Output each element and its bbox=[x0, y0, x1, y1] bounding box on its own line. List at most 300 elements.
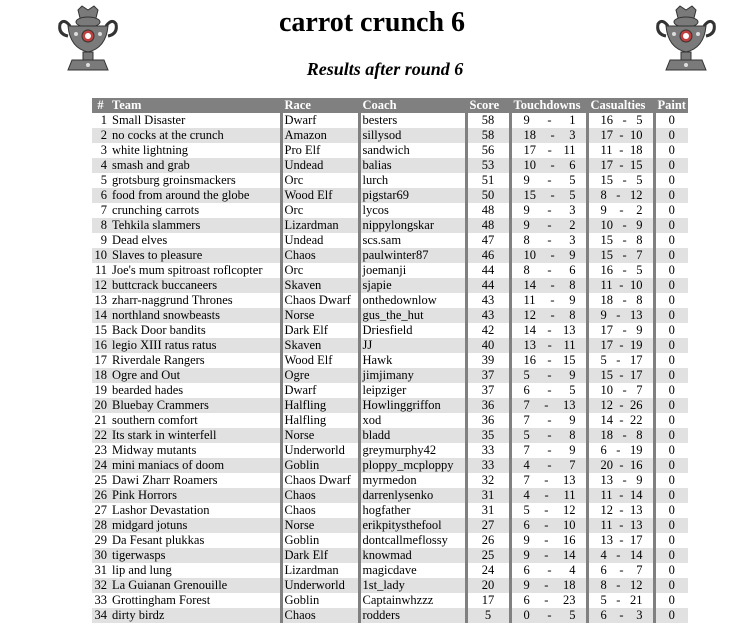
touchdowns-against: 11 bbox=[563, 488, 576, 502]
coach-cell: lurch bbox=[359, 173, 466, 188]
dash: - bbox=[544, 488, 549, 502]
team-cell: southern comfort bbox=[110, 413, 281, 428]
rank-cell: 15 bbox=[94, 323, 107, 337]
touchdowns-against: 4 bbox=[569, 563, 576, 577]
dash: - bbox=[547, 143, 552, 157]
touchdowns-for: 4 bbox=[523, 458, 530, 472]
casualties-against: 8 bbox=[636, 293, 643, 307]
race-cell: Dark Elf bbox=[281, 548, 359, 563]
score-cell: 51 bbox=[466, 173, 510, 188]
touchdowns-for: 12 bbox=[523, 308, 536, 322]
casualties-cell bbox=[587, 218, 654, 233]
paint-cell: 0 bbox=[668, 383, 675, 397]
coach-cell: joemanji bbox=[359, 263, 466, 278]
touchdowns-against: 1 bbox=[569, 113, 576, 127]
casualties-against: 12 bbox=[629, 188, 643, 202]
rank-cell: 8 bbox=[92, 218, 110, 233]
dash: - bbox=[544, 518, 549, 532]
rank-cell: 7 bbox=[100, 203, 107, 217]
touchdowns-against: 9 bbox=[569, 293, 576, 307]
casualties-cell bbox=[587, 203, 654, 218]
touchdowns-for: 9 bbox=[523, 533, 530, 547]
score-cell: 58 bbox=[466, 113, 510, 128]
team-cell: crunching carrots bbox=[110, 203, 281, 218]
team-cell: Back Door bandits bbox=[110, 323, 281, 338]
touchdowns-against: 9 bbox=[569, 248, 576, 262]
score-cell: 17 bbox=[466, 593, 510, 608]
dash: - bbox=[547, 563, 552, 577]
touchdowns-against: 11 bbox=[563, 143, 576, 157]
dash: - bbox=[622, 473, 627, 487]
coach-cell: greymurphy42 bbox=[359, 443, 466, 458]
dash: - bbox=[547, 338, 552, 352]
touchdowns-for: 9 bbox=[523, 548, 530, 562]
rank-cell: 11 bbox=[94, 263, 107, 277]
score-cell: 58 bbox=[466, 128, 510, 143]
header-row bbox=[92, 98, 688, 113]
casualties-cell bbox=[587, 173, 654, 188]
dash: - bbox=[544, 548, 549, 562]
score-cell: 20 bbox=[466, 578, 510, 593]
rank-cell: 34 bbox=[92, 608, 110, 623]
casualties-for: 5 bbox=[600, 353, 607, 367]
casualties-against: 21 bbox=[629, 593, 643, 607]
coach-cell: scs.sam bbox=[359, 233, 466, 248]
paint-cell: 0 bbox=[654, 278, 688, 293]
coach-cell: 1st_lady bbox=[359, 578, 466, 593]
paint-cell: 0 bbox=[654, 218, 688, 233]
touchdowns-cell bbox=[510, 518, 587, 533]
coach-cell: Hawk bbox=[359, 353, 466, 368]
touchdowns-cell bbox=[510, 428, 587, 443]
casualties-cell bbox=[587, 608, 654, 623]
touchdowns-for: 14 bbox=[523, 278, 536, 292]
race-cell: Halfling bbox=[281, 413, 359, 428]
rank-cell: 25 bbox=[94, 473, 107, 487]
coach-cell: hogfather bbox=[359, 503, 466, 518]
touchdowns-for: 15 bbox=[523, 188, 536, 202]
casualties-cell bbox=[587, 383, 654, 398]
paint-cell: 0 bbox=[668, 473, 675, 487]
table-row bbox=[92, 143, 688, 158]
casualties-for: 14 bbox=[600, 413, 613, 427]
casualties-for: 10 bbox=[600, 218, 613, 232]
coach-cell: sjapie bbox=[359, 278, 466, 293]
score-cell: 27 bbox=[466, 518, 510, 533]
casualties-for: 16 bbox=[600, 263, 613, 277]
dash: - bbox=[544, 533, 549, 547]
casualties-for: 9 bbox=[600, 308, 607, 322]
dash: - bbox=[547, 203, 552, 217]
rank-cell: 21 bbox=[94, 413, 107, 427]
dash: - bbox=[619, 608, 624, 622]
team-cell: zharr-naggrund Thrones bbox=[110, 293, 281, 308]
dash: - bbox=[547, 218, 552, 232]
team-cell: midgard jotuns bbox=[110, 518, 281, 533]
page-subtitle: Results after round 6 bbox=[306, 59, 464, 79]
team-cell: Da Fesant plukkas bbox=[110, 533, 281, 548]
team-cell: bearded hades bbox=[110, 383, 281, 398]
race-cell: Lizardman bbox=[281, 218, 359, 233]
touchdowns-against: 13 bbox=[562, 323, 576, 337]
coach-cell: darrenlysenko bbox=[359, 488, 466, 503]
paint-cell: 0 bbox=[654, 428, 688, 443]
paint-cell: 0 bbox=[654, 458, 688, 473]
coach-cell: sillysod bbox=[359, 128, 466, 143]
casualties-cell bbox=[587, 503, 654, 518]
casualties-against: 9 bbox=[636, 218, 643, 232]
casualties-for: 10 bbox=[600, 383, 613, 397]
dash: - bbox=[544, 593, 549, 607]
casualties-cell bbox=[587, 158, 654, 173]
table-row bbox=[92, 293, 688, 308]
casualties-against: 8 bbox=[636, 428, 643, 442]
touchdowns-cell bbox=[510, 353, 587, 368]
touchdowns-against: 5 bbox=[569, 188, 576, 202]
touchdowns-for: 7 bbox=[523, 443, 530, 457]
race-cell: Dwarf bbox=[281, 113, 359, 128]
paint-cell: 0 bbox=[668, 203, 675, 217]
dash: - bbox=[619, 278, 624, 292]
race-cell: Underworld bbox=[281, 578, 359, 593]
touchdowns-cell bbox=[510, 188, 587, 203]
casualties-against: 9 bbox=[636, 473, 643, 487]
touchdowns-against: 5 bbox=[569, 608, 576, 622]
team-cell: Lashor Devastation bbox=[110, 503, 281, 518]
casualties-cell bbox=[587, 413, 654, 428]
touchdowns-for: 5 bbox=[523, 428, 530, 442]
casualties-for: 17 bbox=[600, 128, 613, 142]
table-row bbox=[92, 278, 688, 293]
dash: - bbox=[619, 128, 624, 142]
touchdowns-cell bbox=[510, 563, 587, 578]
paint-cell: 0 bbox=[654, 368, 688, 383]
coach-cell: jimjimany bbox=[359, 368, 466, 383]
race-cell: Orc bbox=[281, 203, 359, 218]
touchdowns-against: 11 bbox=[563, 338, 576, 352]
score-cell: 37 bbox=[466, 368, 510, 383]
rank-cell: 13 bbox=[94, 293, 107, 307]
touchdowns-for: 7 bbox=[523, 398, 530, 412]
casualties-for: 18 bbox=[600, 293, 613, 307]
touchdowns-against: 6 bbox=[569, 158, 576, 172]
coach-cell: onthedownlow bbox=[359, 293, 466, 308]
touchdowns-against: 5 bbox=[569, 383, 576, 397]
touchdowns-for: 5 bbox=[523, 368, 530, 382]
rank-cell: 29 bbox=[94, 533, 107, 547]
dash: - bbox=[616, 548, 621, 562]
coach-cell: xod bbox=[359, 413, 466, 428]
team-cell: food from around the globe bbox=[110, 188, 281, 203]
touchdowns-against: 13 bbox=[562, 398, 576, 412]
casualties-cell bbox=[587, 518, 654, 533]
team-cell: Tehkila slammers bbox=[110, 218, 281, 233]
casualties-against: 10 bbox=[630, 278, 643, 292]
score-cell: 50 bbox=[466, 188, 510, 203]
coach-cell: nippylongskar bbox=[359, 218, 466, 233]
team-cell: white lightning bbox=[110, 143, 281, 158]
race-cell: Goblin bbox=[281, 593, 359, 608]
team-cell: La Guianan Grenouille bbox=[110, 578, 281, 593]
table-row bbox=[92, 218, 688, 233]
dash: - bbox=[547, 233, 552, 247]
paint-cell: 0 bbox=[668, 353, 675, 367]
dash: - bbox=[619, 158, 624, 172]
dash: - bbox=[619, 518, 624, 532]
casualties-against: 19 bbox=[629, 443, 643, 457]
team-cell: Dead elves bbox=[110, 233, 281, 248]
touchdowns-for: 10 bbox=[523, 158, 536, 172]
touchdowns-for: 17 bbox=[523, 143, 536, 157]
coach-cell: Howlinggriffon bbox=[359, 398, 466, 413]
rank-cell: 27 bbox=[94, 503, 107, 517]
casualties-cell bbox=[587, 128, 654, 143]
paint-cell: 0 bbox=[654, 578, 688, 593]
score-cell: 35 bbox=[466, 428, 510, 443]
casualties-cell bbox=[587, 113, 654, 128]
casualties-cell bbox=[587, 233, 654, 248]
race-cell: Orc bbox=[281, 173, 359, 188]
touchdowns-against: 16 bbox=[562, 533, 576, 547]
paint-cell: 0 bbox=[654, 548, 688, 563]
paint-cell: 0 bbox=[668, 533, 675, 547]
casualties-against: 5 bbox=[636, 113, 643, 127]
touchdowns-cell bbox=[510, 323, 587, 338]
casualties-for: 15 bbox=[600, 368, 613, 382]
casualties-for: 12 bbox=[600, 503, 613, 517]
dash: - bbox=[550, 128, 555, 142]
casualties-cell bbox=[587, 428, 654, 443]
casualties-for: 6 bbox=[600, 443, 607, 457]
touchdowns-against: 15 bbox=[562, 353, 576, 367]
dash: - bbox=[547, 413, 552, 427]
table-row bbox=[92, 443, 688, 458]
table-row bbox=[92, 368, 688, 383]
casualties-cell bbox=[587, 473, 654, 488]
rank-cell: 3 bbox=[100, 143, 107, 157]
score-cell: 31 bbox=[466, 503, 510, 518]
paint-cell: 0 bbox=[668, 173, 675, 187]
touchdowns-against: 14 bbox=[562, 548, 576, 562]
coach-cell: bladd bbox=[359, 428, 466, 443]
rank-cell: 22 bbox=[92, 428, 110, 443]
touchdowns-cell bbox=[510, 608, 587, 623]
touchdowns-against: 8 bbox=[569, 428, 576, 442]
dash: - bbox=[547, 608, 552, 622]
casualties-for: 11 bbox=[600, 278, 613, 292]
casualties-cell bbox=[587, 278, 654, 293]
results-body bbox=[92, 113, 688, 623]
score-cell: 25 bbox=[466, 548, 510, 563]
touchdowns-for: 9 bbox=[523, 203, 530, 217]
table-row bbox=[92, 503, 688, 518]
casualties-cell bbox=[587, 143, 654, 158]
dash: - bbox=[616, 308, 621, 322]
team-cell: northland snowbeasts bbox=[110, 308, 281, 323]
score-cell: 44 bbox=[466, 263, 510, 278]
coach-cell: erikpitysthefool bbox=[359, 518, 466, 533]
table-row bbox=[92, 458, 688, 473]
rank-cell: 16 bbox=[92, 338, 110, 353]
paint-cell: 0 bbox=[668, 233, 675, 247]
touchdowns-for: 6 bbox=[523, 593, 530, 607]
dash: - bbox=[622, 428, 627, 442]
score-cell: 56 bbox=[466, 143, 510, 158]
dash: - bbox=[619, 368, 624, 382]
rank-cell: 5 bbox=[100, 173, 107, 187]
dash: - bbox=[622, 218, 627, 232]
touchdowns-cell bbox=[510, 458, 587, 473]
touchdowns-cell bbox=[510, 143, 587, 158]
casualties-cell bbox=[587, 323, 654, 338]
race-cell: Undead bbox=[281, 233, 359, 248]
race-cell: Halfling bbox=[281, 398, 359, 413]
casualties-against: 16 bbox=[629, 458, 643, 472]
dash: - bbox=[550, 308, 555, 322]
table-row bbox=[92, 203, 688, 218]
casualties-cell bbox=[587, 593, 654, 608]
paint-cell: 0 bbox=[668, 263, 675, 277]
touchdowns-for: 6 bbox=[523, 383, 530, 397]
dash: - bbox=[619, 413, 624, 427]
table-row bbox=[92, 128, 688, 143]
coach-cell: Captainwhzzz bbox=[359, 593, 466, 608]
score-cell: 48 bbox=[466, 203, 510, 218]
casualties-for: 6 bbox=[600, 608, 607, 622]
paint-cell: 0 bbox=[668, 323, 675, 337]
touchdowns-for: 5 bbox=[523, 503, 530, 517]
casualties-for: 4 bbox=[600, 548, 607, 562]
casualties-against: 7 bbox=[636, 383, 643, 397]
casualties-cell bbox=[587, 443, 654, 458]
casualties-cell bbox=[587, 263, 654, 278]
casualties-for: 18 bbox=[600, 428, 613, 442]
team-cell: Midway mutants bbox=[110, 443, 281, 458]
casualties-against: 15 bbox=[629, 158, 643, 172]
casualties-for: 17 bbox=[600, 158, 613, 172]
casualties-for: 11 bbox=[600, 488, 613, 502]
rank-cell: 10 bbox=[92, 248, 110, 263]
coach-cell: pigstar69 bbox=[359, 188, 466, 203]
score-cell: 46 bbox=[466, 248, 510, 263]
dash: - bbox=[547, 428, 552, 442]
touchdowns-against: 3 bbox=[569, 203, 576, 217]
header-casualties: Casualties bbox=[587, 98, 654, 113]
casualties-for: 17 bbox=[600, 323, 613, 337]
team-cell: Joe's mum spitroast roflcopter bbox=[110, 263, 281, 278]
race-cell: Lizardman bbox=[281, 563, 359, 578]
score-cell: 48 bbox=[466, 218, 510, 233]
table-row bbox=[92, 173, 688, 188]
table-row bbox=[92, 593, 688, 608]
rank-cell: 17 bbox=[94, 353, 107, 367]
table-row bbox=[92, 473, 688, 488]
touchdowns-cell bbox=[510, 503, 587, 518]
casualties-against: 8 bbox=[636, 233, 643, 247]
dash: - bbox=[616, 578, 621, 592]
touchdowns-against: 13 bbox=[562, 473, 576, 487]
table-row bbox=[92, 428, 688, 443]
table-row bbox=[92, 413, 688, 428]
dash: - bbox=[622, 113, 627, 127]
casualties-against: 19 bbox=[629, 338, 643, 352]
race-cell: Goblin bbox=[281, 533, 359, 548]
casualties-against: 18 bbox=[630, 143, 643, 157]
casualties-for: 8 bbox=[600, 188, 607, 202]
casualties-cell bbox=[587, 548, 654, 563]
rank-cell: 20 bbox=[92, 398, 110, 413]
coach-cell: Driesfield bbox=[359, 323, 466, 338]
casualties-for: 13 bbox=[600, 533, 613, 547]
header-rank: # bbox=[92, 98, 110, 113]
race-cell: Undead bbox=[281, 158, 359, 173]
casualties-for: 12 bbox=[600, 398, 613, 412]
table-row bbox=[92, 518, 688, 533]
touchdowns-for: 10 bbox=[523, 248, 536, 262]
touchdowns-cell bbox=[510, 548, 587, 563]
team-cell: mini maniacs of doom bbox=[110, 458, 281, 473]
touchdowns-cell bbox=[510, 293, 587, 308]
casualties-against: 26 bbox=[629, 398, 643, 412]
touchdowns-cell bbox=[510, 203, 587, 218]
casualties-against: 10 bbox=[629, 128, 643, 142]
dash: - bbox=[547, 383, 552, 397]
casualties-for: 5 bbox=[600, 593, 607, 607]
casualties-for: 9 bbox=[600, 203, 607, 217]
team-cell: grotsburg groinsmackers bbox=[110, 173, 281, 188]
score-cell: 24 bbox=[466, 563, 510, 578]
casualties-cell bbox=[587, 293, 654, 308]
race-cell: Skaven bbox=[281, 338, 359, 353]
touchdowns-cell bbox=[510, 578, 587, 593]
dash: - bbox=[547, 323, 552, 337]
casualties-against: 7 bbox=[636, 563, 643, 577]
race-cell: Wood Elf bbox=[281, 353, 359, 368]
table-row bbox=[92, 563, 688, 578]
touchdowns-against: 12 bbox=[562, 503, 576, 517]
race-cell: Chaos bbox=[281, 248, 359, 263]
table-row bbox=[92, 263, 688, 278]
dash: - bbox=[622, 248, 627, 262]
casualties-against: 17 bbox=[629, 533, 643, 547]
casualties-cell bbox=[587, 188, 654, 203]
paint-cell: 0 bbox=[654, 308, 688, 323]
table-row bbox=[92, 308, 688, 323]
dash: - bbox=[622, 233, 627, 247]
paint-cell: 0 bbox=[654, 518, 688, 533]
casualties-for: 20 bbox=[600, 458, 613, 472]
dash: - bbox=[544, 473, 549, 487]
dash: - bbox=[619, 458, 624, 472]
touchdowns-against: 9 bbox=[569, 443, 576, 457]
coach-cell: rodders bbox=[359, 608, 466, 623]
touchdowns-against: 10 bbox=[562, 518, 576, 532]
touchdowns-cell bbox=[510, 473, 587, 488]
touchdowns-for: 7 bbox=[523, 413, 530, 427]
touchdowns-for: 9 bbox=[523, 218, 530, 232]
touchdowns-for: 9 bbox=[523, 578, 530, 592]
table-row bbox=[92, 353, 688, 368]
race-cell: Chaos bbox=[281, 488, 359, 503]
touchdowns-against: 9 bbox=[569, 413, 576, 427]
paint-cell: 0 bbox=[654, 188, 688, 203]
touchdowns-cell bbox=[510, 233, 587, 248]
dash: - bbox=[619, 398, 624, 412]
dash: - bbox=[550, 278, 555, 292]
touchdowns-cell bbox=[510, 113, 587, 128]
race-cell: Pro Elf bbox=[281, 143, 359, 158]
paint-cell: 0 bbox=[654, 158, 688, 173]
